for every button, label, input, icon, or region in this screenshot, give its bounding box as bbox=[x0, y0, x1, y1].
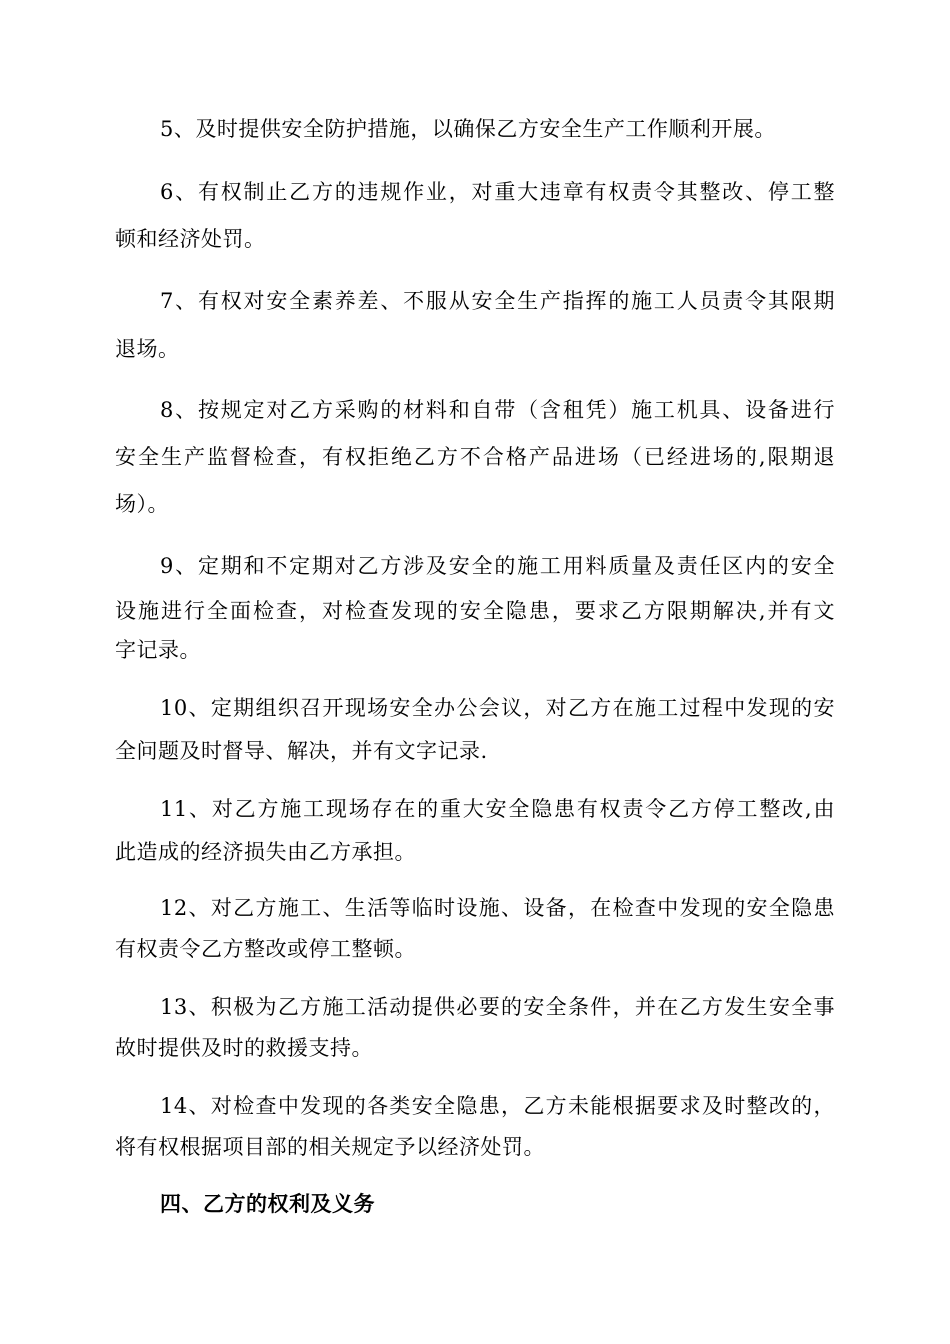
clause-14-line-2: 将有权根据项目部的相关规定予以经济处罚。 bbox=[115, 1135, 545, 1159]
clause-6-line-2: 顿和经济处罚。 bbox=[115, 227, 266, 251]
clause-8-line-3: 场）。 bbox=[115, 492, 169, 516]
section-heading: 四、乙方的权利及义务 bbox=[160, 1191, 375, 1216]
clause-11-line-2: 此造成的经济损失由乙方承担。 bbox=[115, 840, 416, 864]
clause-14-line-1: 14、对检查中发现的各类安全隐患，乙方未能根据要求及时整改的， bbox=[160, 1094, 835, 1118]
clause-9-line-1: 9、定期和不定期对乙方涉及安全的施工用料质量及责任区内的安全 bbox=[160, 554, 835, 578]
clause-6-line-1: 6、有权制止乙方的违规作业，对重大违章有权责令其整改、停工整 bbox=[160, 180, 835, 204]
clause-7-line-2: 退场。 bbox=[115, 337, 180, 361]
clause-5-line-1: 5、及时提供安全防护措施，以确保乙方安全生产工作顺利开展。 bbox=[160, 117, 776, 141]
clause-11-line-1: 11、对乙方施工现场存在的重大安全隐患有权责令乙方停工整改,由 bbox=[160, 797, 835, 821]
clause-12-line-2: 有权责令乙方整改或停工整顿。 bbox=[115, 937, 416, 961]
clause-9-line-2: 设施进行全面检查，对检查发现的安全隐患，要求乙方限期解决,并有文 bbox=[115, 599, 835, 623]
clause-10-line-2: 全问题及时督导、解决，并有文字记录. bbox=[115, 739, 488, 763]
clause-12-line-1: 12、对乙方施工、生活等临时设施、设备，在检查中发现的安全隐患 bbox=[160, 896, 835, 920]
clause-8-line-1: 8、按规定对乙方采购的材料和自带（含租凭）施工机具、设备进行 bbox=[160, 398, 835, 422]
clause-7-line-1: 7、有权对安全素养差、不服从安全生产指挥的施工人员责令其限期 bbox=[160, 289, 835, 313]
clause-10-line-1: 10、定期组织召开现场安全办公会议，对乙方在施工过程中发现的安 bbox=[160, 696, 835, 720]
clause-9-line-3: 字记录。 bbox=[115, 638, 201, 662]
clause-13-line-2: 故时提供及时的救援支持。 bbox=[115, 1036, 373, 1060]
clause-13-line-1: 13、积极为乙方施工活动提供必要的安全条件，并在乙方发生安全事 bbox=[160, 995, 835, 1019]
clause-8-line-2: 安全生产监督检查，有权拒绝乙方不合格产品进场（已经进场的,限期退 bbox=[115, 445, 835, 469]
